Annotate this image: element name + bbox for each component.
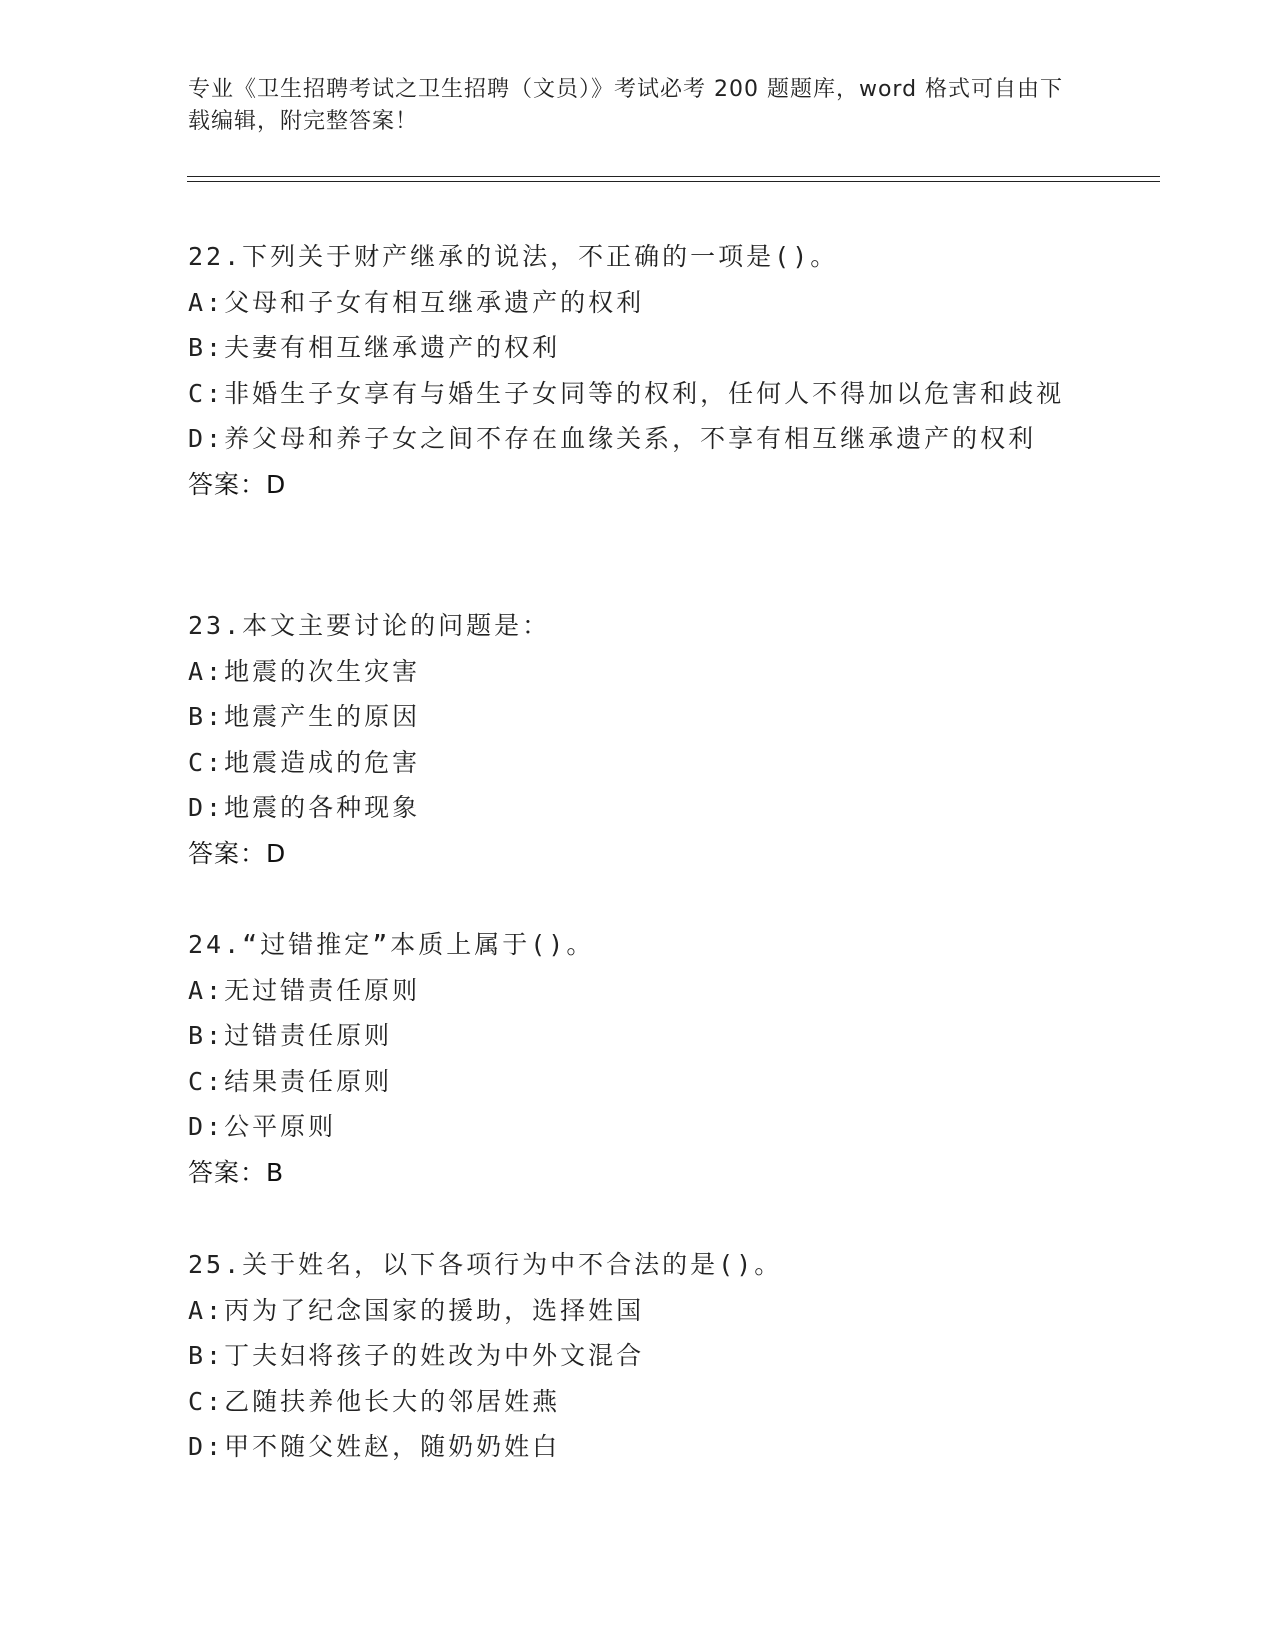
- option-text: 父母和子女有相互继承遗产的权利: [224, 287, 645, 317]
- answer-line: 答案：B: [188, 1157, 285, 1187]
- question-stem: 22.下列关于财产继承的说法，不正确的一项是()。: [188, 242, 839, 271]
- question-23: [188, 603, 1088, 877]
- header-divider: [187, 176, 1160, 177]
- option-d: [188, 416, 1088, 462]
- header-divider: [187, 181, 1160, 182]
- option-key: D:: [188, 424, 225, 454]
- option-a: [188, 968, 1088, 1014]
- option-key: A:: [188, 975, 225, 1005]
- question-24: [188, 922, 1088, 1196]
- option-text: 夫妻有相互继承遗产的权利: [224, 333, 561, 363]
- option-text: 公平原则: [224, 1112, 337, 1142]
- option-key: D:: [188, 1432, 225, 1462]
- option-key: C:: [188, 747, 225, 777]
- document-header: 专业《卫生招聘考试之卫生招聘（文员）》考试必考 200 题题库，word 格式可自由下载编辑，附完整答案！: [188, 77, 1064, 134]
- option-text: 过错责任原则: [224, 1021, 393, 1051]
- option-key: C:: [188, 378, 225, 408]
- question-25: [188, 1242, 1088, 1470]
- question-stem: 25.关于姓名，以下各项行为中不合法的是()。: [188, 1250, 783, 1279]
- option-text: 甲不随父姓赵，随奶奶姓白: [224, 1432, 561, 1462]
- option-c: [188, 371, 1088, 417]
- option-key: A:: [188, 287, 225, 317]
- option-key: B:: [188, 333, 225, 363]
- option-a: [188, 280, 1088, 326]
- question-22: [188, 234, 1088, 508]
- option-key: B:: [188, 702, 225, 732]
- option-b: [188, 1333, 1088, 1379]
- option-key: A:: [188, 1295, 225, 1325]
- option-text: 丙为了纪念国家的援助，选择姓国: [224, 1295, 645, 1325]
- option-text: 丁夫妇将孩子的姓改为中外文混合: [224, 1341, 645, 1371]
- answer-line: 答案：D: [188, 469, 287, 499]
- option-d: [188, 1104, 1088, 1150]
- option-b: [188, 1013, 1088, 1059]
- option-key: A:: [188, 656, 225, 686]
- option-c: [188, 740, 1088, 786]
- question-stem: 23.本文主要讨论的问题是：: [188, 611, 551, 640]
- answer-line: 答案：D: [188, 838, 287, 868]
- option-text: 结果责任原则: [224, 1066, 393, 1096]
- option-d: [188, 1424, 1088, 1470]
- option-a: [188, 1288, 1088, 1334]
- option-key: B:: [188, 1021, 225, 1051]
- option-text: 地震造成的危害: [224, 747, 421, 777]
- option-b: [188, 325, 1088, 371]
- option-text: 地震产生的原因: [224, 702, 421, 732]
- option-key: C:: [188, 1386, 225, 1416]
- option-c: [188, 1059, 1088, 1105]
- option-key: D:: [188, 1112, 225, 1142]
- option-text: 养父母和养子女之间不存在血缘关系，不享有相互继承遗产的权利: [224, 424, 1037, 454]
- option-d: [188, 785, 1088, 831]
- question-stem: 24.“过错推定”本质上属于()。: [188, 930, 595, 959]
- option-key: C:: [188, 1066, 225, 1096]
- option-text: 无过错责任原则: [224, 975, 421, 1005]
- option-text: 地震的次生灾害: [224, 656, 421, 686]
- option-c: [188, 1379, 1088, 1425]
- option-key: B:: [188, 1341, 225, 1371]
- option-b: [188, 694, 1088, 740]
- option-text: 地震的各种现象: [224, 793, 421, 823]
- option-key: D:: [188, 793, 225, 823]
- option-text: 乙随扶养他长大的邻居姓燕: [224, 1386, 561, 1416]
- option-text: 非婚生子女享有与婚生子女同等的权利，任何人不得加以危害和歧视: [224, 378, 1065, 408]
- option-a: [188, 649, 1088, 695]
